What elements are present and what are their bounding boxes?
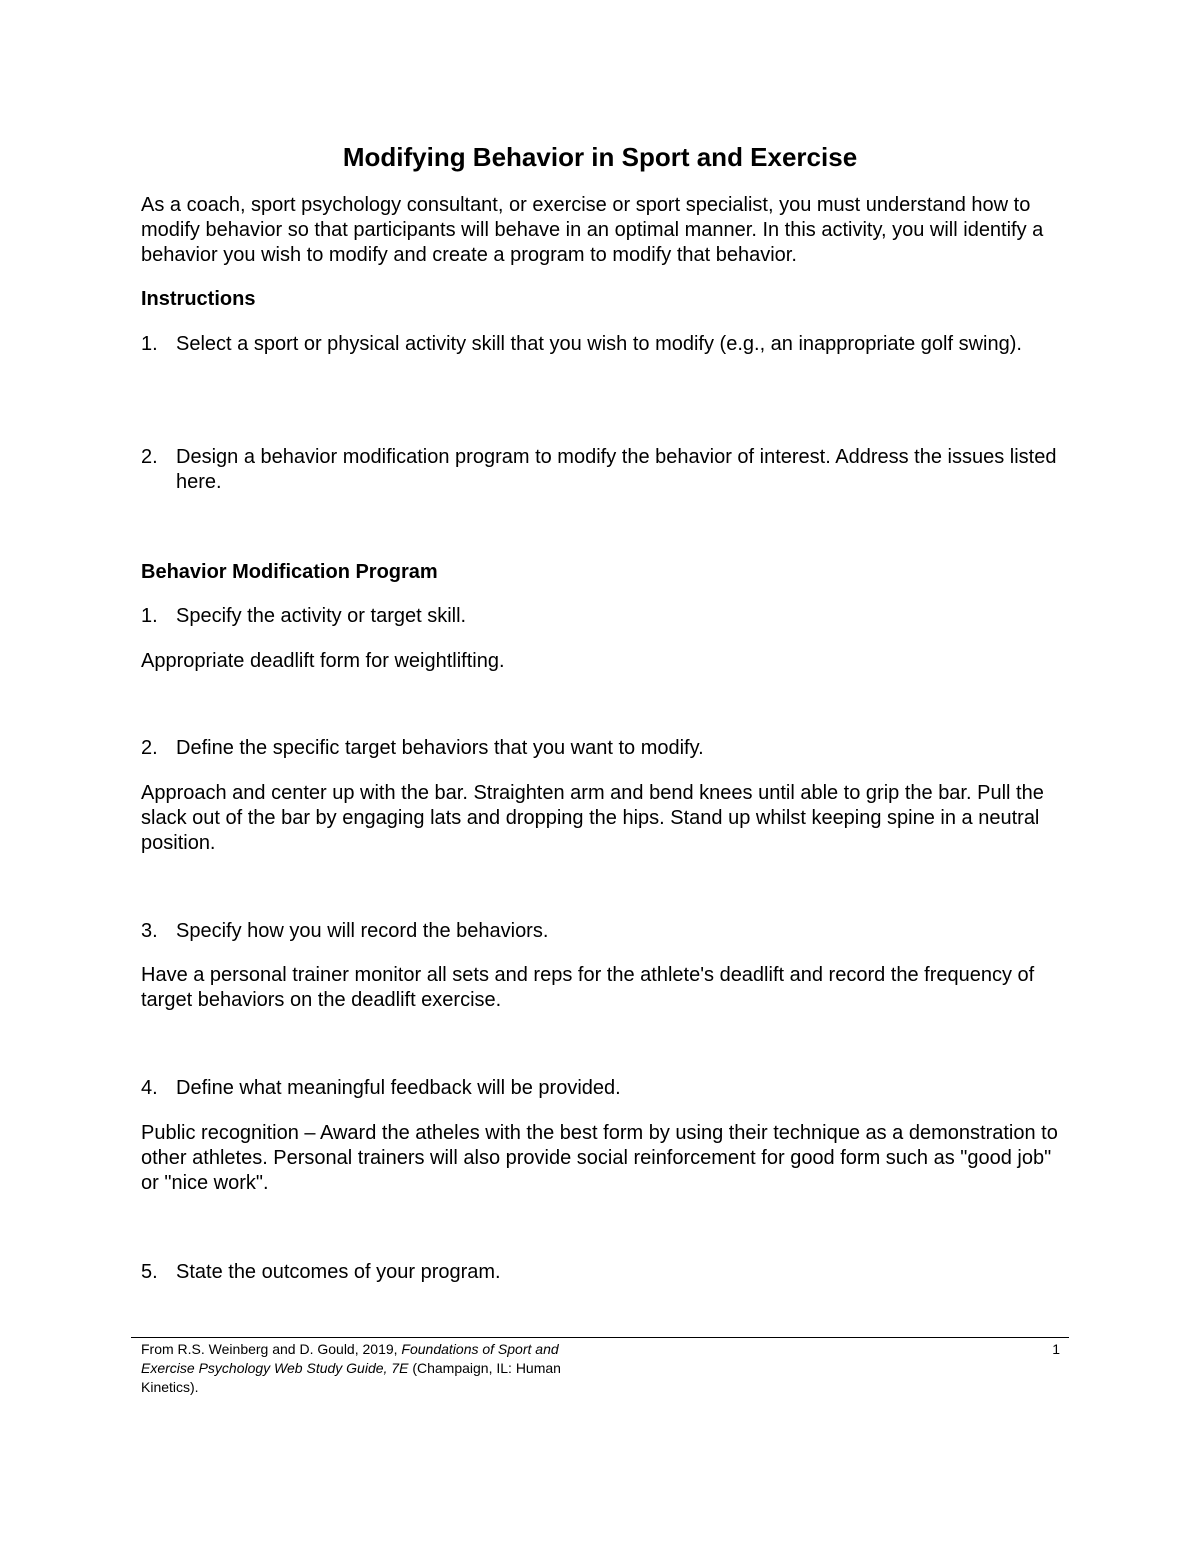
- answer-paragraph: Have a personal trainer monitor all sets and reps for the athlete's deadlift and record the frequency of target behaviors on the deadlift exercise.: [141, 964, 1035, 1011]
- program-item: [141, 736, 1071, 761]
- citation-prefix: From R.S. Weinberg and D. Gould, 2019,: [141, 1341, 402, 1357]
- intro-paragraph: As a coach, sport psychology consultant, or exercise or sport specialist, you must understand how to modify behavior so that participants will behave in an optimal manner. In this activity, you will identify a behavior you wish to modify and create a program to modify that behavior.: [141, 194, 1044, 266]
- item-text: Specify how you will record the behaviors.: [176, 920, 549, 942]
- item-text: Define the specific target behaviors that you want to modify.: [176, 737, 704, 759]
- citation-suffix: (Champaign, IL: Human Kinetics).: [141, 1360, 561, 1395]
- footer-divider: [131, 1337, 1069, 1338]
- answer-paragraph: Approach and center up with the bar. Straighten arm and bend knees until able to grip the bar. Pull the slack out of the bar by engaging lats and dropping the hips. Stand up whilst keeping spine in a neutral position.: [141, 782, 1044, 854]
- item-text: State the outcomes of your program.: [176, 1261, 501, 1283]
- item-number: 1.: [141, 605, 158, 627]
- footer-citation: [141, 1340, 611, 1397]
- instruction-item: [141, 445, 1071, 495]
- item-text: Design a behavior modification program to modify the behavior of interest. Address the issues listed here.: [176, 446, 1057, 493]
- answer-paragraph: Appropriate deadlift form for weightlifting.: [141, 650, 505, 672]
- program-item: [141, 1260, 1071, 1285]
- item-number: 4.: [141, 1077, 158, 1099]
- page-number: 1: [1052, 1341, 1060, 1357]
- item-text: Specify the activity or target skill.: [176, 605, 467, 627]
- program-item: [141, 919, 1071, 944]
- instructions-heading: Instructions: [141, 288, 256, 310]
- answer-paragraph: Public recognition – Award the atheles with the best form by using their technique as a demonstration to other athletes. Personal trainers will also provide social reinforcement for good form such as "good job" or "nice work".: [141, 1122, 1058, 1194]
- instruction-item: [141, 332, 1071, 357]
- citation-book-title: Foundations of Sport and Exercise Psychology Web Study Guide, 7E: [141, 1341, 559, 1376]
- program-item: [141, 1076, 1071, 1101]
- item-number: 3.: [141, 920, 158, 942]
- item-number: 1.: [141, 333, 158, 355]
- item-number: 5.: [141, 1261, 158, 1283]
- item-number: 2.: [141, 446, 158, 468]
- program-item: [141, 604, 1071, 629]
- program-heading: Behavior Modification Program: [141, 561, 438, 583]
- item-number: 2.: [141, 737, 158, 759]
- item-text: Select a sport or physical activity skill that you wish to modify (e.g., an inappropriate golf swing).: [176, 333, 1022, 355]
- item-text: Define what meaningful feedback will be provided.: [176, 1077, 621, 1099]
- page-title: Modifying Behavior in Sport and Exercise: [342, 142, 858, 172]
